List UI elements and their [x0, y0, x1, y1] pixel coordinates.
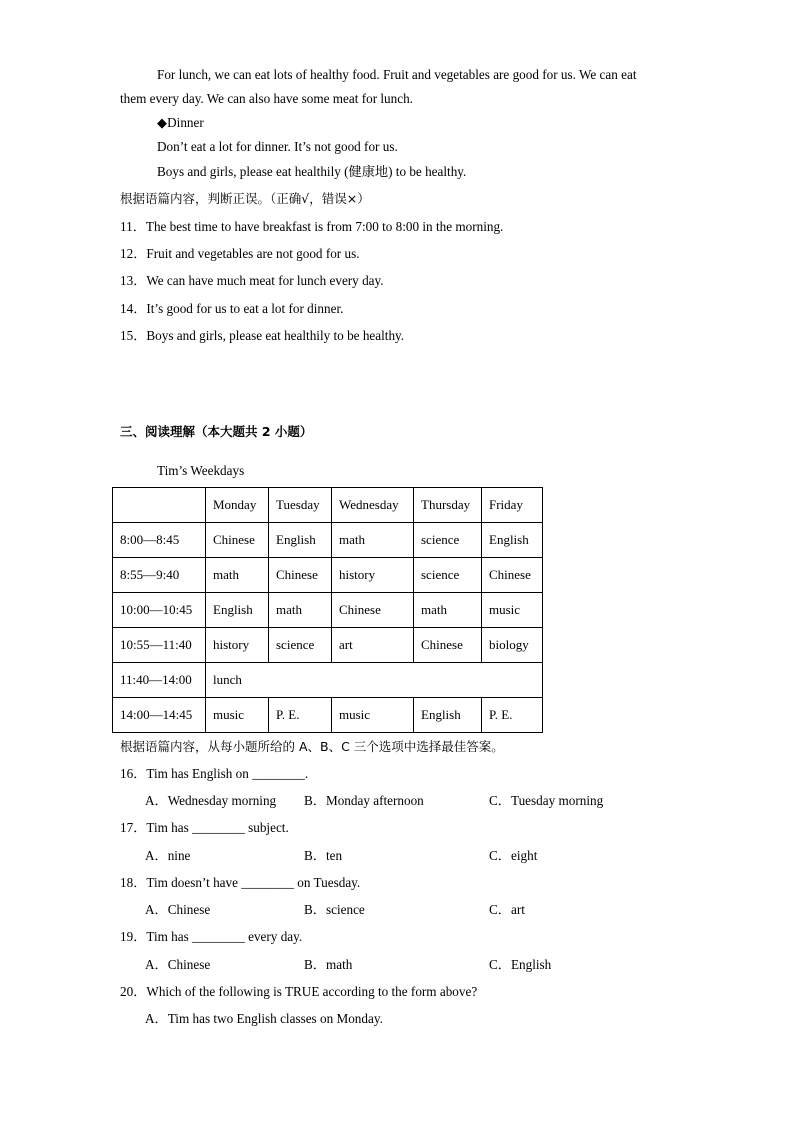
- q19-option-a: A．Chinese: [145, 957, 211, 972]
- q20-option-a: A．Tim has two English classes on Monday.: [145, 1011, 383, 1026]
- table-corner-cell: [113, 488, 206, 523]
- table-cell: Chinese: [206, 523, 269, 558]
- q18-option-b: B．science: [304, 902, 365, 917]
- passage-dinner-line-2: Boys and girls, please eat healthily (健康地) to be healthy.: [157, 164, 467, 179]
- table-cell: Chinese: [414, 628, 482, 663]
- q19-option-c: C．English: [489, 957, 552, 972]
- multiple-choice-instruction: 根据语篇内容，从每小题所给的 A、B、C 三个选项中选择最佳答案。: [120, 739, 504, 754]
- q16-option-a: A．Wednesday morning: [145, 793, 277, 808]
- q17-option-a: A．nine: [145, 848, 191, 863]
- table-cell: English: [482, 523, 543, 558]
- question-13: 13．We can have much meat for lunch every day.: [120, 273, 384, 288]
- question-16: 16．Tim has English on ________.: [120, 766, 309, 781]
- table-title: Tim’s Weekdays: [157, 463, 245, 478]
- table-row: [113, 698, 543, 733]
- q16-option-b: B．Monday afternoon: [304, 793, 424, 808]
- table-row: [113, 628, 543, 663]
- day-header: Monday: [206, 488, 269, 523]
- q17-option-c: C．eight: [489, 848, 538, 863]
- question-18: 18．Tim doesn’t have ________ on Tuesday.: [120, 875, 361, 890]
- table-cell: English: [206, 593, 269, 628]
- table-cell: biology: [482, 628, 543, 663]
- q16-option-c: C．Tuesday morning: [489, 793, 604, 808]
- table-cell: English: [414, 698, 482, 733]
- passage-lunch-line-1: For lunch, we can eat lots of healthy food. Fruit and vegetables are good for us. We can eat: [157, 67, 637, 82]
- question-11: 11．The best time to have breakfast is from 7:00 to 8:00 in the morning.: [120, 219, 504, 234]
- question-20: 20．Which of the following is TRUE according to the form above?: [120, 984, 478, 999]
- table-cell: math: [206, 558, 269, 593]
- table-cell: math: [269, 593, 332, 628]
- day-header: Thursday: [414, 488, 482, 523]
- q18-option-a: A．Chinese: [145, 902, 211, 917]
- time-cell: 8:00—8:45: [113, 523, 206, 558]
- time-cell: 11:40—14:00: [113, 663, 206, 698]
- table-cell: Chinese: [332, 593, 414, 628]
- table-cell: science: [414, 523, 482, 558]
- day-header: Wednesday: [332, 488, 414, 523]
- table-row: [113, 523, 543, 558]
- q19-option-b: B．math: [304, 957, 353, 972]
- time-cell: 10:55—11:40: [113, 628, 206, 663]
- table-cell: science: [414, 558, 482, 593]
- question-17: 17．Tim has ________ subject.: [120, 820, 289, 835]
- table-cell: P. E.: [269, 698, 332, 733]
- schedule-table: [112, 487, 543, 733]
- passage-dinner-heading: ◆Dinner: [157, 115, 204, 130]
- section-3-heading: 三、阅读理解（本大题共 2 小题）: [120, 424, 313, 439]
- table-cell: math: [414, 593, 482, 628]
- table-header-row: [113, 488, 543, 523]
- question-19: 19．Tim has ________ every day.: [120, 929, 303, 944]
- q17-option-b: B．ten: [304, 848, 343, 863]
- lunch-cell: lunch: [206, 663, 543, 698]
- table-row: [113, 663, 543, 698]
- question-15: 15．Boys and girls, please eat healthily to be healthy.: [120, 328, 405, 343]
- time-cell: 8:55—9:40: [113, 558, 206, 593]
- table-cell: science: [269, 628, 332, 663]
- time-cell: 14:00—14:45: [113, 698, 206, 733]
- table-row: [113, 558, 543, 593]
- table-cell: music: [206, 698, 269, 733]
- table-cell: music: [332, 698, 414, 733]
- day-header: Tuesday: [269, 488, 332, 523]
- table-cell: math: [332, 523, 414, 558]
- passage-lunch-line-2: them every day. We can also have some meat for lunch.: [120, 91, 413, 106]
- table-row: [113, 593, 543, 628]
- true-false-instruction: 根据语篇内容，判断正误。（正确√，错误×）: [120, 191, 370, 206]
- table-cell: history: [206, 628, 269, 663]
- table-cell: English: [269, 523, 332, 558]
- day-header: Friday: [482, 488, 543, 523]
- q18-option-c: C．art: [489, 902, 525, 917]
- table-cell: Chinese: [269, 558, 332, 593]
- table-cell: art: [332, 628, 414, 663]
- question-14: 14．It’s good for us to eat a lot for dinner.: [120, 301, 344, 316]
- table-cell: history: [332, 558, 414, 593]
- passage-dinner-line-1: Don’t eat a lot for dinner. It’s not good for us.: [157, 139, 398, 154]
- table-cell: music: [482, 593, 543, 628]
- time-cell: 10:00—10:45: [113, 593, 206, 628]
- table-cell: Chinese: [482, 558, 543, 593]
- question-12: 12．Fruit and vegetables are not good for us.: [120, 246, 360, 261]
- table-cell: P. E.: [482, 698, 543, 733]
